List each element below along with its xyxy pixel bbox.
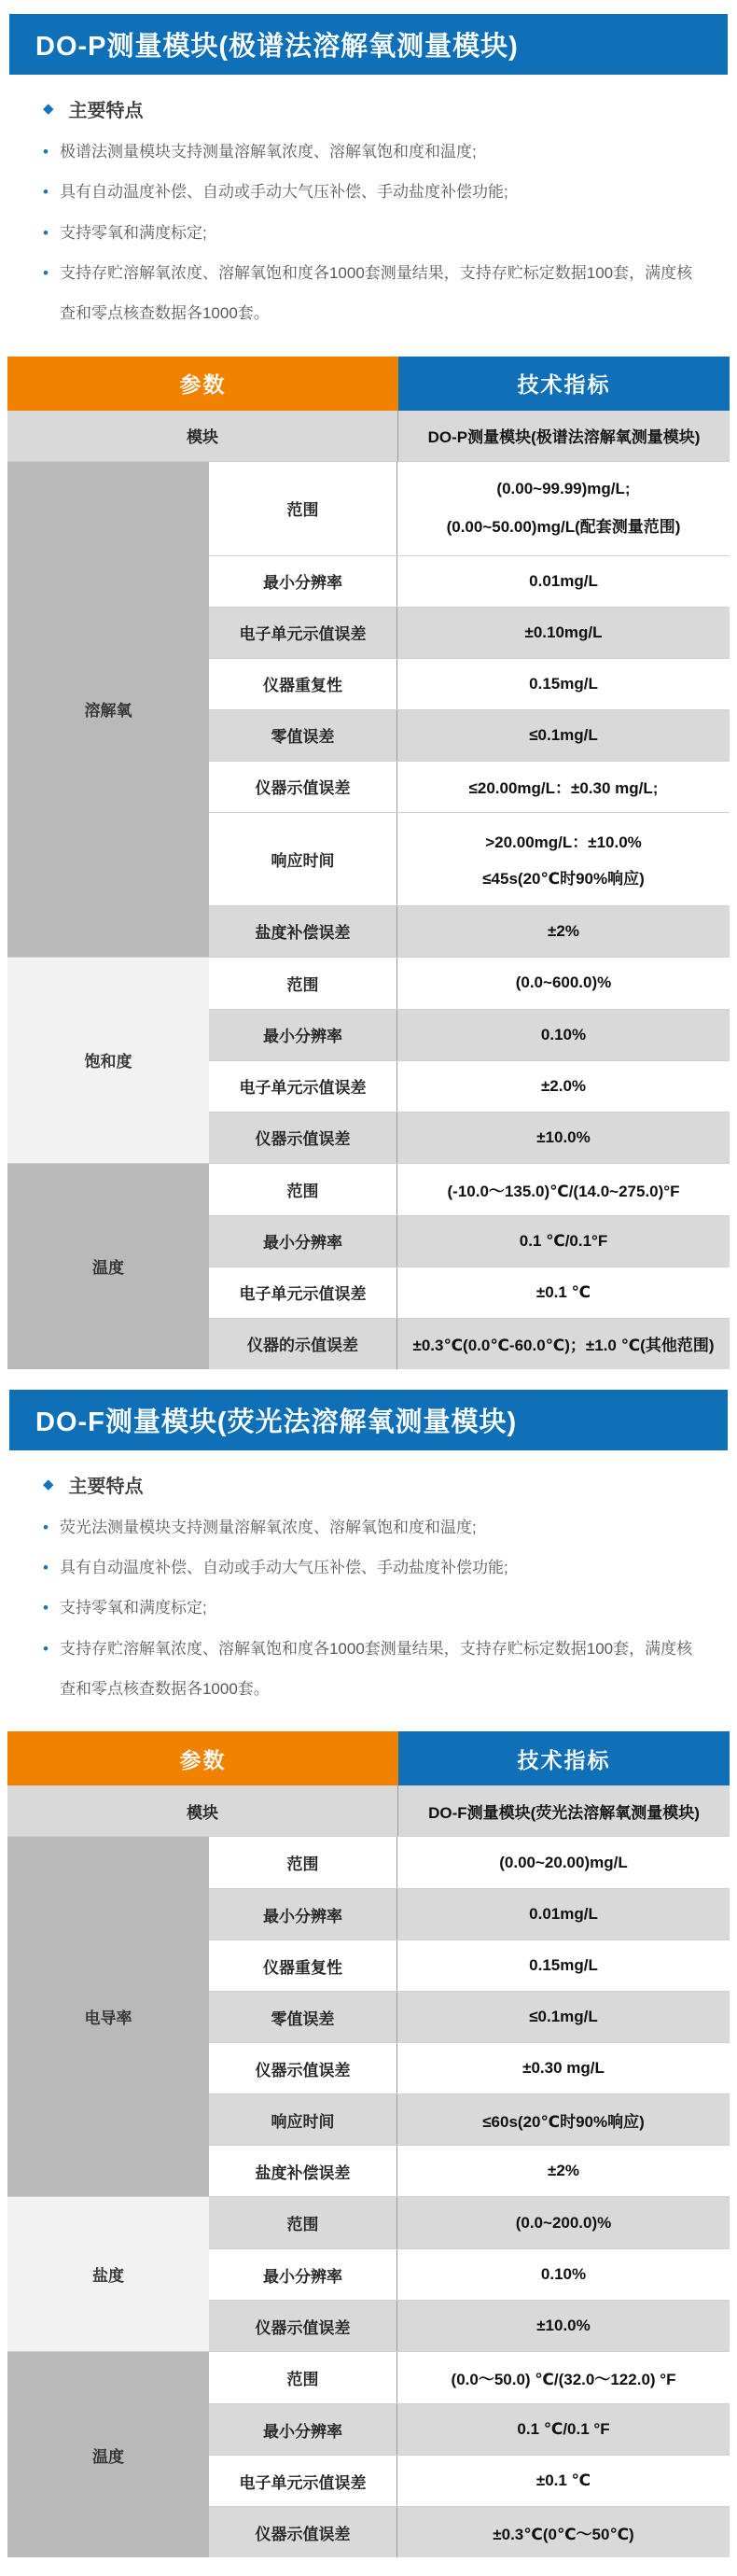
param-cell: 范围 bbox=[209, 1837, 397, 1888]
group-rows bbox=[209, 462, 730, 957]
bullet-icon: • bbox=[43, 183, 49, 202]
value-cell: 0.15mg/L bbox=[529, 1956, 598, 1975]
table-row bbox=[209, 1112, 730, 1163]
param-cell: 仪器示值误差 bbox=[209, 2301, 397, 2351]
value-cell: ≤0.1mg/L bbox=[529, 2008, 598, 2026]
value-cell: 0.15mg/L bbox=[529, 674, 598, 693]
features-section-dop bbox=[43, 95, 698, 334]
table-header-row bbox=[7, 1731, 730, 1785]
param-cell: 最小分辨率 bbox=[209, 556, 397, 607]
value-cell: ±0.1 ℃ bbox=[535, 1282, 591, 1301]
param-cell: 最小分辨率 bbox=[209, 1216, 397, 1267]
param-cell: 最小分辨率 bbox=[209, 2404, 397, 2455]
feature-text: 支持零氧和满度标定; bbox=[59, 1599, 207, 1617]
feature-item bbox=[43, 1588, 698, 1628]
table-row bbox=[209, 1991, 730, 2042]
param-cell: 电子单元示值误差 bbox=[209, 2456, 397, 2506]
module-value: DO-F测量模块(荧光法溶解氧测量模块) bbox=[428, 1803, 700, 1822]
table-row bbox=[209, 2248, 730, 2300]
value-cell: 0.1 ℃/0.1 °F bbox=[517, 2420, 610, 2439]
bullet-icon: • bbox=[43, 264, 49, 283]
feature-text: 具有自动温度补偿、自动或手动大气压补偿、手动盐度补偿功能; bbox=[59, 183, 508, 202]
table-row bbox=[209, 1060, 730, 1112]
param-cell: 最小分辨率 bbox=[209, 1010, 397, 1060]
table-header-row bbox=[7, 357, 730, 411]
feature-text: 支持存贮溶解氧浓度、溶解氧饱和度各1000套测量结果，支持存贮标定数据100套，满度核查和零点核查数据各1000套。 bbox=[59, 1639, 693, 1699]
table-group-saturation bbox=[7, 957, 730, 1163]
section-title: DO-F测量模块(荧光法溶解氧测量模块) bbox=[35, 1407, 518, 1437]
feature-item bbox=[43, 132, 698, 172]
group-name-cell: 饱和度 bbox=[7, 958, 209, 1163]
module-value: DO-P测量模块(极谱法溶解氧测量模块) bbox=[427, 428, 701, 447]
table-group-temperature bbox=[7, 1163, 730, 1369]
param-cell: 仪器示值误差 bbox=[209, 762, 397, 812]
param-cell: 范围 bbox=[209, 462, 397, 555]
feature-item bbox=[43, 1547, 698, 1588]
table-row bbox=[209, 1888, 730, 1939]
table-row bbox=[209, 958, 730, 1009]
table-row bbox=[209, 2042, 730, 2093]
group-name-cell: 温度 bbox=[7, 2352, 209, 2557]
value-cell: ≤0.1mg/L bbox=[529, 725, 598, 744]
table-row bbox=[209, 2145, 730, 2196]
group-rows bbox=[209, 1837, 730, 2196]
value-line: >20.00mg/L：±10.0% bbox=[485, 833, 642, 852]
section-title: DO-P测量模块(极谱法溶解氧测量模块) bbox=[35, 32, 519, 62]
value-cell: ±2% bbox=[548, 921, 579, 940]
bullet-icon: • bbox=[43, 1559, 49, 1577]
value-cell: ±2.0% bbox=[540, 1076, 587, 1095]
table-row bbox=[209, 1009, 730, 1060]
diamond-icon: ◆ bbox=[43, 101, 54, 117]
param-cell: 范围 bbox=[209, 958, 397, 1009]
group-rows bbox=[209, 1164, 730, 1369]
param-cell: 响应时间 bbox=[209, 2094, 397, 2145]
table-row bbox=[209, 2093, 730, 2145]
param-cell: 最小分辨率 bbox=[209, 1889, 397, 1939]
table-row bbox=[209, 1267, 730, 1318]
table-row bbox=[209, 607, 730, 658]
features-title-text: 主要特点 bbox=[68, 1476, 144, 1497]
section-banner-dof bbox=[9, 1390, 728, 1450]
features-title-text: 主要特点 bbox=[68, 101, 144, 121]
section-banner-dop bbox=[9, 14, 728, 75]
param-cell: 仪器示值误差 bbox=[209, 1113, 397, 1163]
value-cell: (0.0~200.0)% bbox=[515, 2213, 612, 2232]
features-heading bbox=[43, 95, 698, 122]
param-cell: 最小分辨率 bbox=[209, 2249, 397, 2300]
features-section-dof bbox=[43, 1471, 698, 1710]
table-row bbox=[209, 462, 730, 555]
value-cell bbox=[397, 813, 730, 905]
table-row bbox=[209, 1939, 730, 1991]
module-label: 模块 bbox=[7, 411, 398, 461]
value-line: (0.00~99.99)mg/L; bbox=[496, 480, 631, 498]
table-row bbox=[209, 1837, 730, 1888]
module-row bbox=[7, 411, 730, 461]
features-heading bbox=[43, 1471, 698, 1498]
value-cell: ≤60s(20℃时90%响应) bbox=[482, 2112, 645, 2131]
value-cell: ±10.0% bbox=[536, 2317, 591, 2335]
table-row bbox=[209, 2506, 730, 2557]
value-cell: 0.10% bbox=[540, 2265, 587, 2284]
table-group-temperature bbox=[7, 2351, 730, 2557]
value-line: (0.00~50.00)mg/L(配套测量范围) bbox=[446, 518, 681, 537]
group-rows bbox=[209, 958, 730, 1163]
group-rows bbox=[209, 2352, 730, 2557]
param-cell: 仪器重复性 bbox=[209, 1940, 397, 1991]
value-cell: ±0.1 ℃ bbox=[535, 2471, 591, 2490]
table-header-param: 参数 bbox=[7, 357, 398, 411]
param-cell: 电子单元示值误差 bbox=[209, 1061, 397, 1112]
param-cell: 电子单元示值误差 bbox=[209, 608, 397, 658]
bullet-icon: • bbox=[43, 1599, 49, 1617]
feature-text: 支持零氧和满度标定; bbox=[59, 223, 207, 242]
value-cell: 0.10% bbox=[540, 1025, 587, 1043]
value-cell: ±0.10mg/L bbox=[524, 623, 603, 641]
value-cell: 0.01mg/L bbox=[529, 571, 598, 590]
param-cell: 零值误差 bbox=[209, 710, 397, 761]
param-cell: 范围 bbox=[209, 2352, 397, 2403]
feature-text: 极谱法测量模块支持测量溶解氧浓度、溶解氧饱和度和温度; bbox=[59, 143, 477, 161]
value-cell: (-10.0～135.0)℃/(14.0~275.0)°F bbox=[447, 1182, 680, 1200]
bullet-icon: • bbox=[43, 1639, 49, 1658]
value-cell: ±0.30 mg/L bbox=[522, 2059, 605, 2078]
table-row bbox=[209, 658, 730, 709]
param-cell: 仪器的示值误差 bbox=[209, 1319, 397, 1369]
bullet-icon: • bbox=[43, 223, 49, 242]
feature-item bbox=[43, 253, 698, 334]
table-row bbox=[209, 2455, 730, 2506]
feature-text: 荧光法测量模块支持测量溶解氧浓度、溶解氧饱和度和温度; bbox=[59, 1518, 477, 1536]
table-header-param: 参数 bbox=[7, 1731, 398, 1785]
value-cell: ±0.3℃(0.0℃-60.0℃)；±1.0 ℃(其他范围) bbox=[412, 1337, 715, 1355]
param-cell: 零值误差 bbox=[209, 1992, 397, 2042]
param-cell: 盐度补偿误差 bbox=[209, 906, 397, 957]
table-row bbox=[209, 2300, 730, 2351]
table-row bbox=[209, 2197, 730, 2248]
param-cell: 电子单元示值误差 bbox=[209, 1267, 397, 1318]
table-row bbox=[209, 812, 730, 905]
value-cell: (0.00~20.00)mg/L bbox=[499, 1853, 628, 1871]
bullet-icon: • bbox=[43, 1518, 49, 1536]
param-cell: 范围 bbox=[209, 1164, 397, 1215]
spec-table-dop bbox=[7, 357, 730, 1369]
table-row bbox=[209, 2403, 730, 2455]
table-row bbox=[209, 1164, 730, 1215]
param-cell: 盐度补偿误差 bbox=[209, 2146, 397, 2196]
group-name-cell: 电导率 bbox=[7, 1837, 209, 2196]
param-cell: 仪器示值误差 bbox=[209, 2043, 397, 2093]
table-row bbox=[209, 555, 730, 607]
module-row bbox=[7, 1785, 730, 1836]
group-name-cell: 温度 bbox=[7, 1164, 209, 1369]
value-line: ≤45s(20℃时90%响应) bbox=[482, 870, 645, 889]
bullet-icon: • bbox=[43, 143, 49, 161]
feature-text: 支持存贮溶解氧浓度、溶解氧饱和度各1000套测量结果，支持存贮标定数据100套，满度核查和零点核查数据各1000套。 bbox=[59, 264, 693, 323]
value-cell: ±10.0% bbox=[536, 1127, 591, 1146]
value-cell: (0.0～50.0) ℃/(32.0～122.0) °F bbox=[451, 2371, 676, 2389]
value-cell bbox=[397, 462, 730, 555]
value-cell: (0.0~600.0)% bbox=[515, 973, 612, 992]
feature-item bbox=[43, 1629, 698, 1710]
table-header-spec: 技术指标 bbox=[398, 357, 730, 411]
spec-table-dof bbox=[7, 1731, 730, 2557]
table-group-salinity bbox=[7, 2196, 730, 2351]
table-row bbox=[209, 2352, 730, 2403]
param-cell: 范围 bbox=[209, 2197, 397, 2248]
table-row bbox=[209, 709, 730, 761]
feature-item bbox=[43, 172, 698, 212]
table-row bbox=[209, 1318, 730, 1369]
value-cell: ≤20.00mg/L：±0.30 mg/L; bbox=[468, 779, 659, 798]
module-label: 模块 bbox=[7, 1785, 398, 1836]
feature-item bbox=[43, 1507, 698, 1547]
table-row bbox=[209, 905, 730, 957]
param-cell: 仪器重复性 bbox=[209, 659, 397, 709]
feature-text: 具有自动温度补偿、自动或手动大气压补偿、手动盐度补偿功能; bbox=[59, 1559, 508, 1577]
param-cell: 响应时间 bbox=[209, 813, 397, 905]
value-cell: 0.01mg/L bbox=[529, 1905, 598, 1924]
group-name-cell: 盐度 bbox=[7, 2197, 209, 2351]
value-cell: ±2% bbox=[548, 2162, 579, 2180]
param-cell: 仪器示值误差 bbox=[209, 2507, 397, 2557]
group-name-cell: 溶解氧 bbox=[7, 462, 209, 957]
table-group-dissolved-oxygen bbox=[7, 461, 730, 957]
value-cell: ±0.3℃(0℃～50℃) bbox=[493, 2525, 634, 2543]
diamond-icon: ◆ bbox=[43, 1476, 54, 1492]
table-group-conductivity bbox=[7, 1836, 730, 2196]
table-header-spec: 技术指标 bbox=[398, 1731, 730, 1785]
table-row bbox=[209, 761, 730, 812]
group-rows bbox=[209, 2197, 730, 2351]
feature-item bbox=[43, 213, 698, 253]
table-row bbox=[209, 1215, 730, 1267]
value-cell: 0.1 ℃/0.1°F bbox=[519, 1231, 608, 1250]
